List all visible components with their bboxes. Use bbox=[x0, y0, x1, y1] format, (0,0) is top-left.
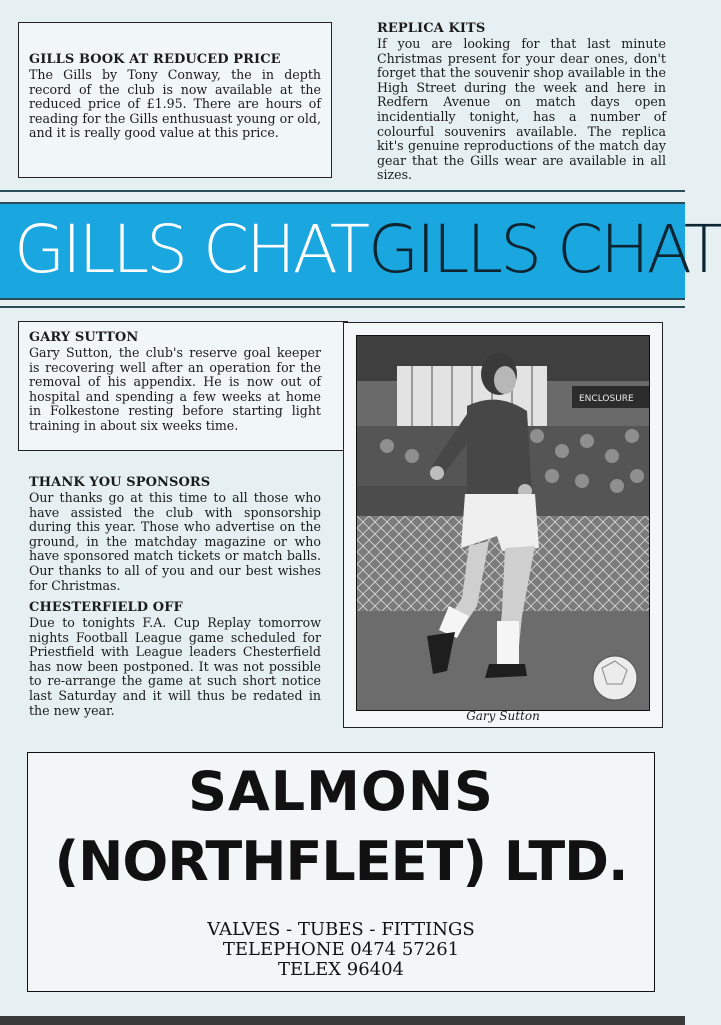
enclosure-sign: ENCLOSURE bbox=[579, 394, 634, 404]
gills-chat-banner bbox=[0, 202, 721, 300]
salmons-advert bbox=[27, 752, 655, 992]
advert-services: VALVES - TUBES - FITTINGS bbox=[207, 919, 475, 940]
bottom-rule bbox=[0, 306, 685, 308]
player-photo bbox=[356, 335, 650, 711]
replica-kits-article bbox=[377, 21, 666, 183]
player-illustration bbox=[357, 336, 649, 710]
sponsors-article bbox=[29, 475, 321, 593]
chesterfield-text: Due to tonights F.A. Cup Replay tomorrow nights Football League game scheduled for Priestfield with League leaders Chesterfield has now been postponed. It was not possible to re-arrange the game at such short notice last Saturday and it will thus be redated in the new year. bbox=[29, 615, 321, 718]
photo-frame bbox=[343, 322, 663, 728]
book-heading: GILLS BOOK AT REDUCED PRICE bbox=[29, 52, 281, 67]
advert-company-name: SALMONS bbox=[188, 760, 494, 823]
banner-title-right: GILLS CHAT bbox=[368, 211, 721, 288]
photo-caption: Gary Sutton bbox=[466, 709, 540, 723]
book-text: The Gills by Tony Conway, the in depth record of the club is now available at the reduced price of £1.95. There are hours of reading for the Gills enthusuast young or old, and it is really good value at this price. bbox=[29, 67, 321, 141]
book-box bbox=[18, 22, 332, 178]
top-rule bbox=[0, 190, 685, 192]
sutton-heading: GARY SUTTON bbox=[29, 330, 139, 345]
advert-telex: TELEX 96404 bbox=[277, 959, 405, 980]
sutton-box bbox=[18, 321, 348, 451]
chesterfield-heading: CHESTERFIELD OFF bbox=[29, 600, 183, 615]
sponsors-text: Our thanks go at this time to all those who have assisted the club with sponsorship during this year. Those who advertise on the ground, in the matchday magazine or who have sponsored match tickets or match balls. Our thanks to all of you and our best wishes for Christmas. bbox=[29, 490, 321, 593]
advert-company-location: (NORTHFLEET) LTD. bbox=[54, 830, 628, 893]
banner-title-left: GILLS CHAT bbox=[14, 211, 368, 288]
kits-heading: REPLICA KITS bbox=[377, 21, 486, 36]
chesterfield-article bbox=[29, 600, 321, 718]
sutton-text: Gary Sutton, the club's reserve goal keeper is recovering well after an operation for the removal of his appendix. He is now out of hospital and spending a few weeks at home in Folkestone resting before starting light training in about six weeks time. bbox=[29, 345, 321, 433]
sponsors-heading: THANK YOU SPONSORS bbox=[29, 475, 211, 490]
page-bottom-edge bbox=[0, 1016, 685, 1025]
advert-telephone: TELEPHONE 0474 57261 bbox=[222, 939, 460, 960]
kits-text: If you are looking for that last minute Christmas present for your dear ones, don't forget that the souvenir shop available in the High Street during the week and here in Redfern Avenue on match days open incidentially tonight, has a number of colourful souvenirs available. The replica kit's genuine reproductions of the match day gear that the Gills wear are available in all sizes. bbox=[377, 36, 666, 183]
